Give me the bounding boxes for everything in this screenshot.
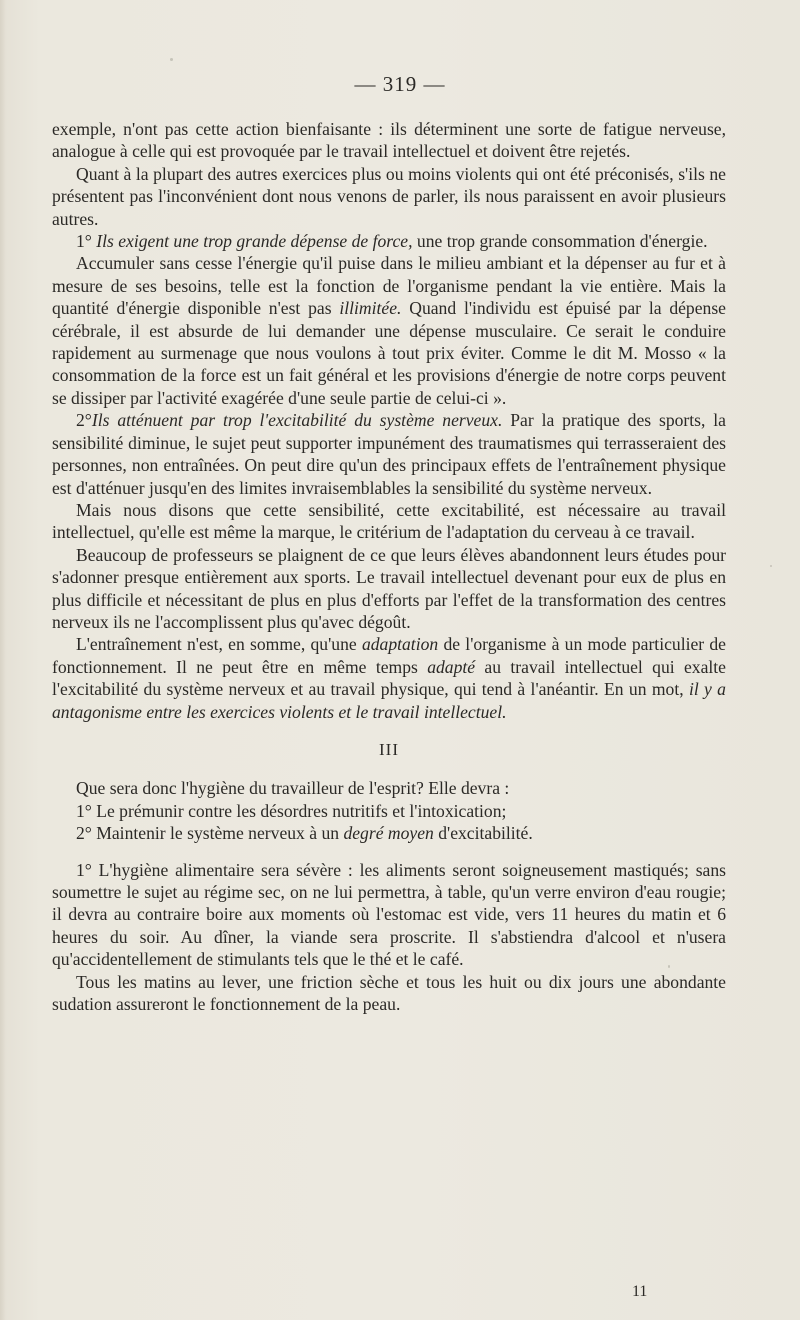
- paper-speck: [668, 965, 670, 968]
- paragraph-text: d'excitabilité.: [433, 823, 533, 844]
- paragraph-text: L'entraînement n'est, en somme, qu'une: [76, 634, 362, 655]
- point-title-italic: Ils atténuent par trop l'excitabilité du système nerveux.: [91, 410, 503, 431]
- emphasis-italic: degré moyen: [343, 823, 434, 844]
- emphasis-italic: adapté: [427, 656, 476, 677]
- point-number: 2°: [76, 410, 92, 431]
- paragraph-2: Quant à la plupart des autres exercices plus ou moins violents qui ont été préconisés, s'ils ne présentent pas l'inconvénient dont nous venons de parler, ils nous paraissent en avoir plusieurs autres.: [52, 163, 726, 229]
- paragraph-8: [52, 633, 726, 723]
- paragraph-9: Que sera donc l'hygiène du travailleur de l'esprit? Elle devra :: [76, 778, 510, 799]
- paragraph-text: de l'organisme à un mode particulier de fonctionnement. Il ne peut être en même temps: [52, 634, 726, 677]
- paragraph-6: Mais nous disons que cette sensibilité, cette excitabilité, est nécessaire au travail intellectuel, qu'elle est même la marque, le critérium de l'adaptation du cerveau à ce travail.: [52, 499, 726, 543]
- paragraph-text: Quand l'individu est épuisé par la dépense cérébrale, il est absurde de lui demander une dépense musculaire. Ce serait le conduire rapidement au surmenage que nous voulons à tout prix éviter. Comme le dit M. Mosso « la consommation de la force est un fait général et les provisions d'énergie de notre corps peuvent se dissiper par l'activité exagérée d'une seule partie de celui-ci ».: [52, 298, 726, 408]
- point-text: Par la pratique des sports, la sensibilité diminue, le sujet peut supporter impunément des traumatismes qui terrasseraient des personnes, non entraînées. On peut dire qu'un des principaux effets de l'entraînement physique est d'atténuer jusqu'en des limites invraisemblables la sensibilité du système nerveux.: [52, 410, 726, 498]
- paragraph-1: exemple, n'ont pas cette action bienfaisante : ils déterminent une sorte de fatigue nerveuse, analogue à celle qui est provoquée par le travail intellectuel et doivent être rejetés.: [52, 119, 726, 162]
- signature-mark: 11: [632, 1283, 648, 1300]
- paragraph-text: au travail intellectuel qui exalte l'excitabilité du système nerveux et au travail physique, qui tend à l'anéantir. En un mot,: [52, 656, 726, 700]
- emphasis-italic: adaptation: [361, 634, 439, 655]
- paragraph-text: 2° Maintenir le système nerveux à un: [76, 823, 344, 844]
- paragraph-13: Tous les matins au lever, une friction sèche et tous les huit ou dix jours une abondante sudation assureront le fonctionnement de la peau.: [52, 971, 726, 1015]
- paper-speck: [770, 565, 772, 567]
- page-number: — 319 —: [354, 72, 446, 96]
- paper-speck: [170, 58, 173, 61]
- paragraph-10: 1° Le prémunir contre les désordres nutritifs et l'intoxication;: [76, 800, 507, 821]
- paragraph-4: [52, 252, 726, 409]
- paragraph-5-point-2: [52, 409, 726, 499]
- paragraph-12: 1° L'hygiène alimentaire sera sévère : les aliments seront soigneusement mastiqués; sans soumettre le sujet au régime sec, on ne lui permettra, à table, qu'un verre environ d'eau rougie; il devra au contraire boire aux moments où l'estomac est vide, vers 11 heures du matin et 6 heures du soir. Au dîner, la viande sera proscrite. Il s'abstiendra d'alcool et n'usera qu'accidentellement de stimulants tels que le thé et le café.: [52, 859, 726, 970]
- page-edge-shadow: [0, 0, 6, 1320]
- point-text: une trop grande consommation d'énergie.: [412, 231, 708, 252]
- paragraph-3-point-1: [52, 230, 726, 252]
- page-body: [52, 118, 726, 1015]
- paragraph-7: Beaucoup de professeurs se plaignent de ce que leurs élèves abandonnent leurs études pour s'adonner presque entièrement aux sports. Le travail intellectuel devenant pour eux de plus en plus difficile et nécessitant de plus en plus d'efforts par l'effet de la transformation des centres nerveux ils ne l'accomplissent plus qu'avec dégoût.: [52, 544, 726, 632]
- conclusion-italic: il y a antagonisme entre les exercices violents et le travail intellectuel.: [52, 679, 726, 722]
- paragraph-text: Accumuler sans cesse l'énergie qu'il puise dans le milieu ambiant et la dépenser au fur et à mesure de ses besoins, telle est la fonction de l'organisme pendant la vie entière. Mais la quantité d'énergie disponible n'est pas: [52, 253, 726, 319]
- paragraph-11: [52, 822, 726, 844]
- section-heading: III: [379, 739, 399, 759]
- point-title-italic: Ils exigent une trop grande dépense de force,: [96, 231, 413, 252]
- point-number: 1°: [76, 231, 92, 252]
- emphasis-italic: illimitée.: [339, 298, 402, 319]
- paper-speck: [455, 260, 457, 262]
